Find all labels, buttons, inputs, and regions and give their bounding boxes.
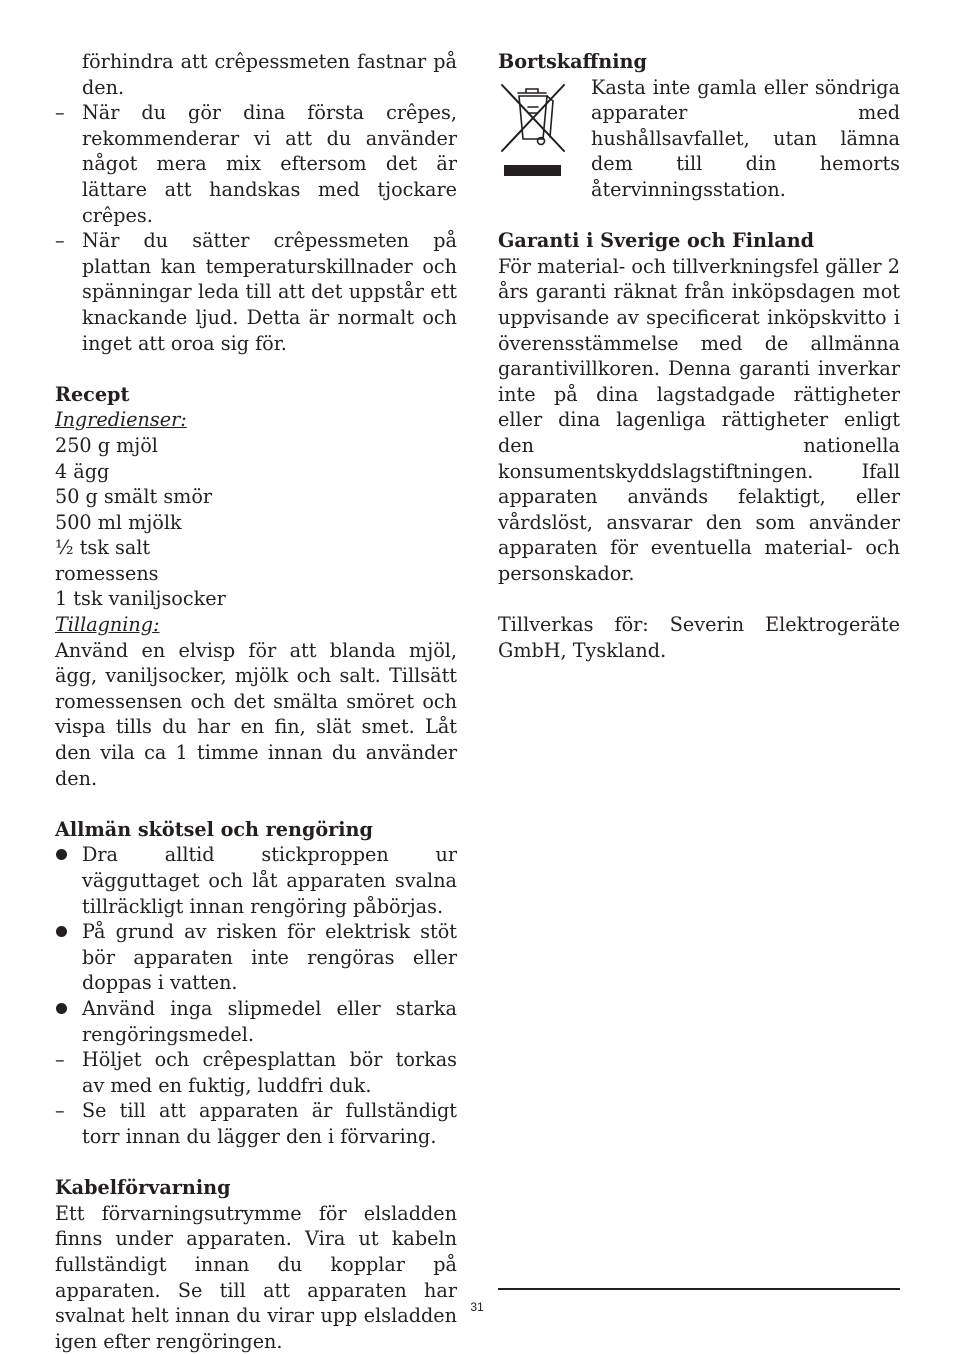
intro-list xyxy=(55,100,457,356)
list-item: Dra alltid stickproppen ur vägguttaget och låt apparaten svalna tillräckligt innan rengöring påbörjas. xyxy=(82,843,457,918)
disposal-heading: Bortskaffning xyxy=(498,50,647,73)
ingredients-label: Ingredienser: xyxy=(55,408,187,432)
disposal-text: Kasta inte gamla eller söndriga apparater med hushållsavfallet, utan lämna dem till din hemorts återvinningsstation. xyxy=(591,75,900,201)
disposal-section xyxy=(498,75,900,203)
ingredient-item: 1 tsk vaniljsocker xyxy=(55,587,226,611)
page-number: 31 xyxy=(470,1300,484,1314)
preparation-text: Använd en elvisp för att blanda mjöl, ägg, vaniljsocker, mjölk och salt. Tillsätt romessensen och det smälta smöret och vispa tills du har en fin, slät smet. Låt den vila ca 1 timme innan du använder den. xyxy=(55,638,457,790)
warranty-text: För material- och tillverkningsfel gäller 2 års garanti räknat från inköpsdagen mot uppvisande av specificerat inköpskvitto i överensstämmelse med de allmänna garantivillkoren. Denna garanti inverkar inte på dina lagstadgade rättigheter eller dina lagenliga rättigheter enligt den nationella konsumentskyddslagstiftningen. Ifall apparaten används felaktigt, eller vårdslöst, ansvarar den som använder apparaten för eventuella material- och personskador. xyxy=(498,254,900,585)
list-item: På grund av risken för elektrisk stöt bör apparaten inte rengöras eller doppas i vatten. xyxy=(82,920,457,995)
dash-marker xyxy=(55,1047,77,1073)
list-item: – Se till att apparaten är fullständigt torr innan du lägger den i förvaring. xyxy=(55,1098,457,1149)
intro-continuation: förhindra att crêpessmeten fastnar på den. xyxy=(82,50,457,99)
list-item: – Höljet och crêpesplattan bör torkas av med en fuktig, luddfri duk. xyxy=(55,1047,457,1098)
care-list xyxy=(55,842,457,1149)
list-item: – När du sätter crêpessmeten på plattan kan temperaturskillnader och spänningar leda till att det uppstår ett knackande ljud. Detta är normalt och inget att oroa sig för. xyxy=(55,228,457,356)
ingredient-item: romessens xyxy=(55,561,159,585)
dash-marker xyxy=(55,100,77,126)
dash-marker xyxy=(55,1098,77,1124)
cable-heading: Kabelförvarning xyxy=(55,1176,231,1200)
ingredient-item: 250 g mjöl xyxy=(55,433,158,457)
recipe-heading: Recept xyxy=(55,382,130,406)
ingredients-list xyxy=(55,433,457,612)
dash-marker xyxy=(55,228,77,254)
warranty-heading: Garanti i Sverige och Finland xyxy=(498,229,815,253)
right-column xyxy=(498,49,900,663)
list-item: Använd inga slipmedel eller starka rengöringsmedel. xyxy=(82,996,457,1046)
ingredient-item: 50 g smält smör xyxy=(55,485,213,509)
crossed-out-wheelie-bin-icon xyxy=(498,77,568,177)
ingredient-item: 500 ml mjölk xyxy=(55,510,182,534)
care-heading: Allmän skötsel och rengöring xyxy=(55,817,373,841)
cable-text: Ett förvarningsutrymme för elsladden finns under apparaten. Vira ut kabeln fullständigt innan du kopplar på apparaten. Se till att apparaten har svalnat helt innan du virar upp elsladden igen efter rengöringen. xyxy=(55,1201,457,1353)
ingredient-item: 4 ägg xyxy=(55,459,110,483)
left-column xyxy=(55,49,457,1354)
ingredient-item: ½ tsk salt xyxy=(55,536,151,560)
list-item: – När du gör dina första crêpes, rekommenderar vi att du använder något mera mix eftersom det är lättare att handskas med tjockare crêpes. xyxy=(55,100,457,228)
preparation-label: Tillagning: xyxy=(55,613,160,637)
manufacturer-text: Tillverkas för: Severin Elektrogeräte GmbH, Tyskland. xyxy=(498,613,900,662)
footer-rule xyxy=(498,1288,900,1290)
